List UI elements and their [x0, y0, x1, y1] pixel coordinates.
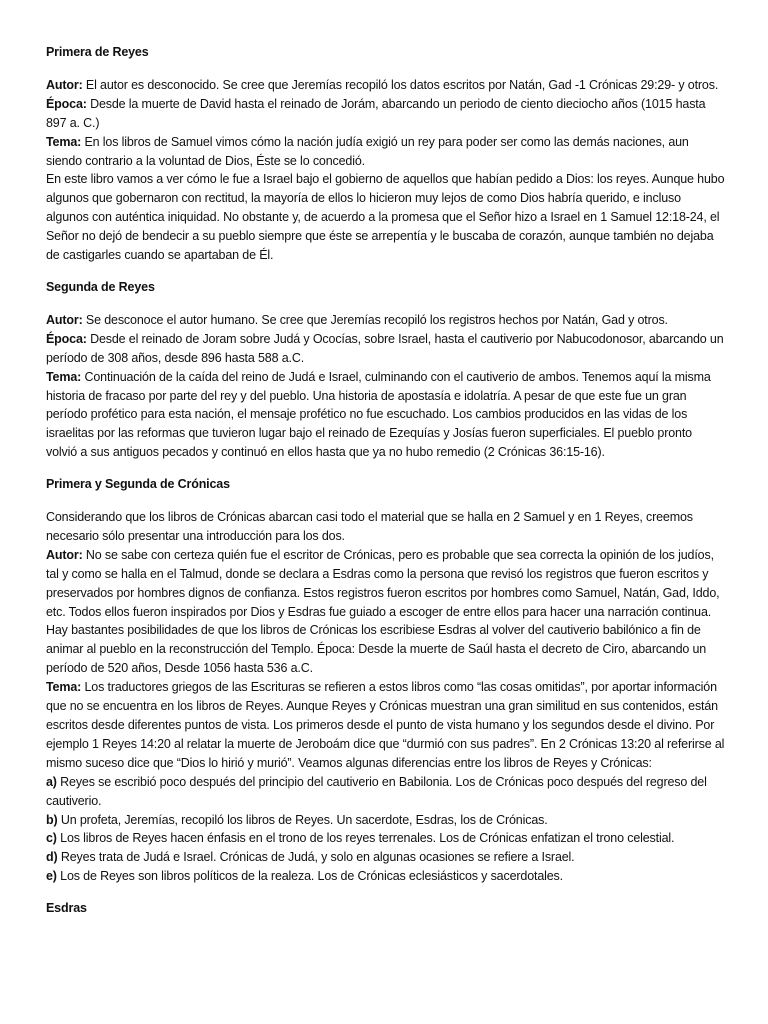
section-heading: Primera de Reyes	[46, 45, 149, 59]
field-text: Desde el reinado de Joram sobre Judá y Ococías, sobre Israel, hasta el cautiverio por Nabucodonosor, abarcando un período de 308 años, desde 896 hasta 588 a.C.	[46, 331, 724, 365]
list-item-d	[46, 848, 726, 867]
section-cronicas	[46, 475, 726, 886]
field-text: Continuación de la caída del reino de Judá e Israel, culminando con el cautiverio de ambos. Tenemos aquí la misma historia de fracaso por parte del rey y del pueblo. Una historia de apostasía e idolatría. A pesar de que este fue un gran período profético para esta nación, el mensaje profético no fue escuchado. Los cambios producidos en las vidas de los israelitas por las reformas que tuvieron lugar bajo el reinado de Ezequías y Josías fueron superficiales. El pueblo pronto volvió a sus antiguos pecados y continuó en ellos hasta que ya no hubo remedio (2 Crónicas 36:15-16).	[46, 369, 711, 460]
field-text: Reyes se escribió poco después del principio del cautiverio en Babilonia. Los de Crónicas poco después del regreso del cautiverio.	[46, 774, 707, 808]
list-item-b	[46, 811, 726, 830]
section-body	[46, 311, 726, 462]
paragraph-body	[46, 170, 726, 265]
field-text: Los traductores griegos de las Escrituras se refieren a estos libros como “las cosas omitidas”, por aportar información que no se encuentra en los libros de Reyes. Aunque Reyes y Crónicas muestran una gran similitud en sus contenidos, están escritos desde diferentes puntos de vista. Los primeros desde el punto de vista humano y los segundos desde el divino. Por ejemplo 1 Reyes 14:20 al relatar la muerte de Jeroboám dice que “durmió con sus padres”. En 2 Crónicas 13:20 al referirse al mismo suceso dice que “Dios lo hirió y murió”. Veamos algunas diferencias entre los libros de Reyes y Crónicas:	[46, 680, 725, 770]
field-text: Desde la muerte de David hasta el reinado de Jorám, abarcando un periodo de ciento dieciocho años (1015 hasta 897 a. C.)	[46, 96, 706, 130]
field-label: Época:	[46, 331, 87, 346]
section-primera-de-reyes	[46, 43, 726, 265]
field-label: Tema:	[46, 680, 82, 695]
section-heading: Esdras	[46, 901, 87, 916]
list-marker: a)	[46, 774, 57, 789]
section-segunda-de-reyes	[46, 278, 726, 462]
section-heading: Primera y Segunda de Crónicas	[46, 477, 230, 492]
paragraph-intro	[46, 508, 726, 546]
paragraph-tema	[46, 678, 726, 773]
document-page	[46, 43, 726, 932]
paragraph-epoca	[46, 330, 726, 368]
list-marker: c)	[46, 831, 57, 846]
field-text: Reyes trata de Judá e Israel. Crónicas de Judá, y solo en algunas ocasiones se refiere a Israel.	[57, 850, 575, 865]
field-label: Autor:	[46, 312, 83, 327]
field-text: No se sabe con certeza quién fue el escritor de Crónicas, pero es probable que sea correcta la opinión de los judíos, tal y como se halla en el Talmud, donde se declara a Esdras como la persona que revisó los registros que fueron escritos y preservados por hombres dignos de confianza. Estos registros fueron escritos por hombres como Samuel, Natán, Gad, Iddo, etc. Todos ellos fueron inspirados por Dios y Esdras fue guiado a escoger de entre ellos para hacer una narración continua. Hay bastantes posibilidades de que los libros de Crónicas los escribiese Esdras al volver del cautiverio babilónico a fin de animar al pueblo en la reconstrucción del Templo. Época: Desde la muerte de Saúl hasta el decreto de Ciro, abarcando un período de 520 años, Desde 1056 hasta 536 a.C.	[46, 547, 720, 676]
field-text: En este libro vamos a ver cómo le fue a Israel bajo el gobierno de aquellos que habían pedido a Dios: los reyes. Aunque hubo algunos que gobernaron con rectitud, la mayoría de ellos lo hicieron muy lejos de como Dios habría querido, e incluso algunos con auténtica iniquidad. No obstante y, de acuerdo a la promesa que el Señor hizo a Israel en 1 Samuel 12:18-24, el Señor no dejó de bendecir a su pueblo siempre que éste se arrepentía y le buscaba de corazón, aunque también no dejaba de castigarles cuando se apartaban de Él.	[46, 172, 725, 263]
section-heading: Segunda de Reyes	[46, 279, 155, 294]
paragraph-autor	[46, 311, 726, 330]
field-text: En los libros de Samuel vimos cómo la nación judía exigió un rey para poder ser como las demás naciones, aun siendo contrario a la voluntad de Dios, Éste se lo concedió.	[46, 134, 689, 168]
paragraph-tema	[46, 368, 726, 463]
field-text: Los de Reyes son libros políticos de la realeza. Los de Crónicas eclesiásticos y sacerdotales.	[56, 869, 563, 884]
list-marker: e)	[46, 869, 57, 884]
field-label: Autor:	[46, 547, 83, 562]
field-label: Tema:	[46, 369, 82, 384]
field-text: Un profeta, Jeremías, recopiló los libros de Reyes. Un sacerdote, Esdras, los de Crónicas.	[57, 812, 548, 827]
list-item-c	[46, 829, 726, 848]
section-body	[46, 508, 726, 886]
paragraph-epoca	[46, 95, 726, 133]
list-item-a	[46, 773, 726, 811]
paragraph-tema	[46, 133, 726, 171]
field-text: El autor es desconocido. Se cree que Jeremías recopiló los datos escritos por Natán, Gad -1 Crónicas 29:29- y otros.	[82, 77, 719, 92]
list-item-e	[46, 867, 726, 886]
section-esdras	[46, 899, 726, 918]
paragraph-autor	[46, 76, 726, 95]
field-text: Los libros de Reyes hacen énfasis en el trono de los reyes terrenales. Los de Crónicas enfatizan el trono celestial.	[56, 831, 675, 846]
section-body	[46, 76, 726, 265]
paragraph-autor	[46, 546, 726, 678]
field-text: Se desconoce el autor humano. Se cree que Jeremías recopiló los registros hechos por Natán, Gad y otros.	[82, 312, 668, 327]
field-label: Tema:	[46, 134, 82, 149]
list-marker: d)	[46, 850, 58, 865]
field-text: Considerando que los libros de Crónicas abarcan casi todo el material que se halla en 2 Samuel y en 1 Reyes, creemos necesario sólo presentar una introducción para los dos.	[46, 510, 693, 543]
list-marker: b)	[46, 812, 58, 827]
field-label: Época:	[46, 96, 87, 111]
field-label: Autor:	[46, 77, 83, 92]
